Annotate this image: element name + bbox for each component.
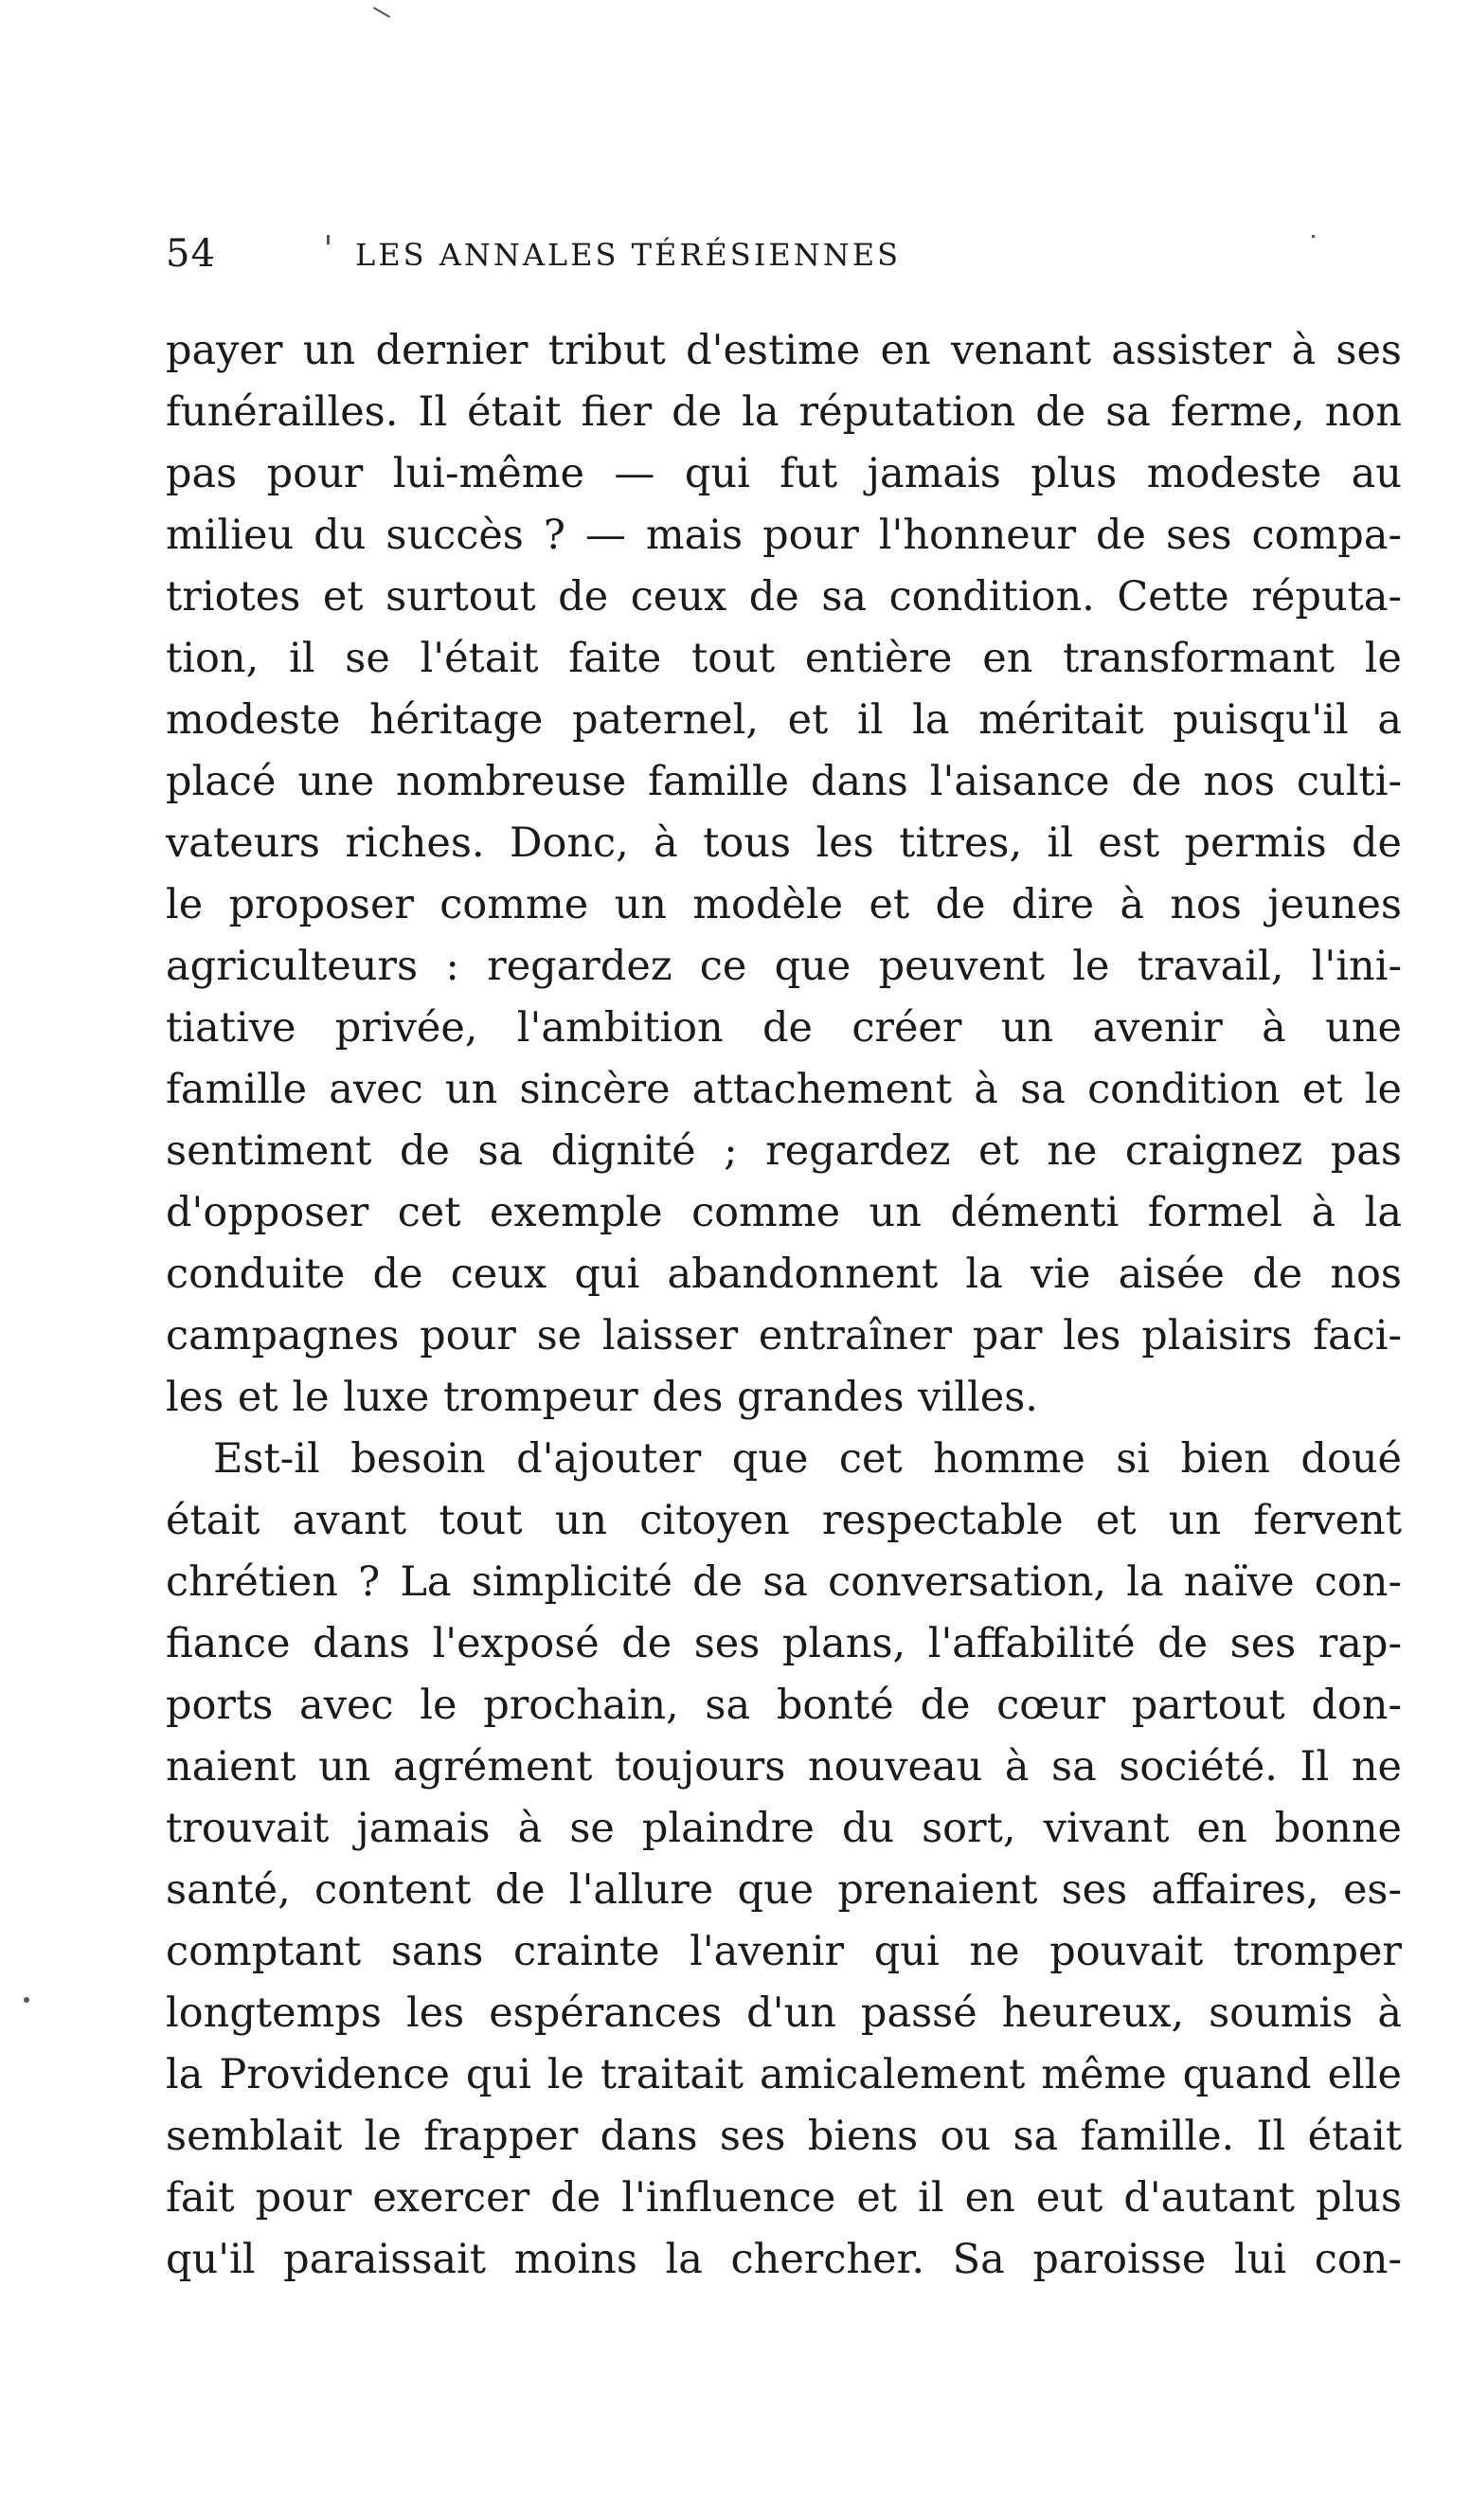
page-header [166,225,1402,282]
text-line: les et le luxe trompeur des grandes villes. [166,1374,1038,1421]
paragraph-1 [166,320,1402,1429]
text-line: agriculteurs : regardez ce que peuvent le travail, l'ini- [166,943,1402,990]
text-line: était avant tout un citoyen respectable et un fervent [166,1497,1402,1544]
text-line: longtemps les espérances d'un passé heureux, soumis à [166,1989,1402,2037]
text-line: funérailles. Il était fier de la réputation de sa ferme, non [166,388,1402,436]
text-line: triotes et surtout de ceux de sa condition. Cette réputa- [166,573,1402,621]
text-line: vateurs riches. Donc, à tous les titres, il est permis de [166,819,1402,867]
running-head: LES ANNALES TÉRÉSIENNES [355,237,901,273]
scan-speck [373,7,390,18]
text-line: comptant sans crainte l'avenir qui ne pouvait tromper [166,1928,1402,1975]
text-line: fait pour exercer de l'influence et il en eut d'autant plus [166,2174,1402,2222]
text-line: semblait le frapper dans ses biens ou sa famille. Il était [166,2113,1402,2160]
text-line: d'opposer cet exemple comme un démenti formel à la [166,1189,1402,1236]
text-line: le proposer comme un modèle et de dire à nos jeunes [166,881,1402,928]
text-line: placé une nombreuse famille dans l'aisance de nos culti- [166,758,1402,805]
text-line: Est-il besoin d'ajouter que cet homme si bien doué [213,1435,1402,1483]
text-line: chrétien ? La simplicité de sa conversation, la naïve con- [166,1558,1402,1606]
text-line: fiance dans l'exposé de ses plans, l'affabilité de ses rap- [166,1620,1402,1667]
text-line: naient un agrément toujours nouveau à sa société. Il ne [166,1743,1402,1791]
text-line: tiative privée, l'ambition de créer un avenir à une [166,1004,1402,1052]
text-line: pas pour lui-même — qui fut jamais plus modeste au [166,450,1402,497]
text-line: tion, il se l'était faite tout entière en transformant le [166,635,1402,682]
page-number: 54 [166,232,216,276]
scan-speck [24,1997,29,2003]
text-line: trouvait jamais à se plaindre du sort, vivant en bonne [166,1805,1402,1852]
text-line: famille avec un sincère attachement à sa condition et le [166,1066,1402,1113]
text-line: sentiment de sa dignité ; regardez et ne craignez pas [166,1127,1402,1175]
text-line: payer un dernier tribut d'estime en venant assister à ses [166,327,1402,374]
text-line: modeste héritage paternel, et il la méritait puisqu'il a [166,696,1402,744]
text-line: santé, content de l'allure que prenaient ses affaires, es- [166,1866,1402,1914]
body-text [166,320,1402,2291]
text-line: campagnes pour se laisser entraîner par les plaisirs faci- [166,1312,1402,1359]
text-line: milieu du succès ? — mais pour l'honneur de ses compa- [166,512,1402,559]
text-line: conduite de ceux qui abandonnent la vie aisée de nos [166,1251,1402,1298]
text-line: ports avec le prochain, sa bonté de cœur partout don- [166,1682,1402,1729]
paragraph-2 [166,1429,1402,2291]
text-line: la Providence qui le traitait amicalement même quand elle [166,2051,1402,2098]
text-line: qu'il paraissait moins la chercher. Sa paroisse lui con- [166,2236,1402,2283]
